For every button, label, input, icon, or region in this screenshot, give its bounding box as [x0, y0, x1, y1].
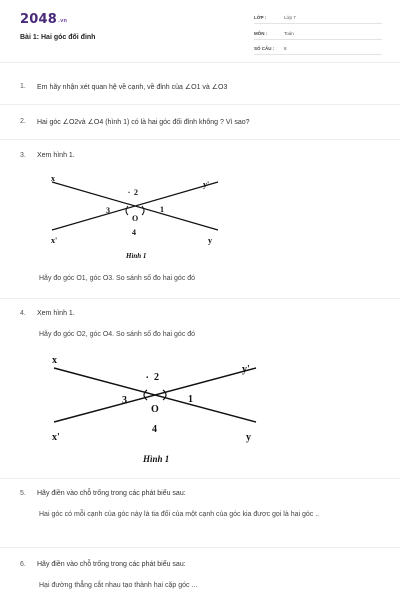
- label-angle-3: 3: [106, 206, 110, 215]
- label-x: x: [51, 174, 55, 183]
- dot-marker: .: [146, 370, 149, 381]
- label-angle-1: 1: [160, 205, 164, 214]
- divider: [0, 104, 400, 105]
- question-text: Em hãy nhận xét quan hệ về cạnh, về đỉnh của ∠O1 và ∠O3: [37, 84, 228, 91]
- question-text: Xem hình 1.: [37, 152, 75, 159]
- question-5-statement: Hai góc có mỗi cạnh của góc này là tia đối của một cạnh của góc kia được gọi là hai góc ..: [39, 511, 320, 518]
- label-origin: O: [151, 404, 159, 415]
- question-number: 4.: [20, 310, 26, 317]
- figure-1-small: [46, 170, 226, 268]
- label-y-prime: y': [242, 364, 250, 375]
- question-text: Hai góc ∠O2và ∠O4 (hình 1) có là hai góc đối đỉnh không ? Vì sao?: [37, 119, 250, 126]
- meta-value: Lớp 7: [284, 15, 296, 20]
- label-x-prime: x': [52, 432, 60, 443]
- meta-label: LỚP :: [254, 15, 267, 20]
- meta-label: SỐ CÂU :: [254, 46, 275, 51]
- question-number: 3.: [20, 152, 26, 159]
- label-y: y: [208, 236, 212, 245]
- label-x-prime: x': [51, 236, 58, 245]
- question-number: 2.: [20, 118, 26, 125]
- label-angle-4: 4: [152, 424, 157, 435]
- question-text: Xem hình 1.: [37, 310, 75, 317]
- label-y: y: [246, 432, 251, 443]
- question-6-statement: Hại đường thẳng cắt nhau tạo thành hai cặp góc ...: [39, 582, 198, 589]
- question-3-instruction: Hãy đo góc O1, góc O3. So sánh số đo hai góc đó: [39, 275, 196, 282]
- question-text: Hãy điền vào chỗ trống trong các phát biểu sau:: [37, 490, 186, 497]
- angle-arc-right: [142, 206, 144, 215]
- divider: [0, 547, 400, 548]
- question-4-instruction: Hãy đo góc O2, góc O4. So sánh số đo hai góc đó: [39, 331, 196, 338]
- label-angle-4: 4: [132, 228, 136, 237]
- brand-name: 2048: [20, 12, 57, 27]
- meta-subject: [254, 28, 382, 40]
- meta-class: [254, 12, 382, 24]
- intersecting-lines-diagram: [46, 170, 226, 268]
- brand-logo[interactable]: [20, 12, 67, 27]
- label-angle-2: 2: [134, 188, 138, 197]
- divider: [0, 298, 400, 299]
- question-number: 6.: [20, 561, 26, 568]
- lesson-title: Bài 1: Hai góc đối đỉnh: [20, 34, 96, 41]
- label-angle-2: 2: [154, 372, 159, 383]
- label-origin: O: [132, 214, 139, 223]
- figure-caption: Hình 1: [143, 454, 170, 464]
- dot-marker: .: [128, 186, 130, 195]
- meta-label: MÔN :: [254, 31, 268, 36]
- figure-caption: Hình 1: [126, 252, 147, 260]
- label-x: x: [52, 355, 57, 366]
- intersecting-lines-diagram: [46, 350, 266, 468]
- divider: [0, 478, 400, 479]
- angle-arc-left: [126, 206, 128, 215]
- question-number: 5.: [20, 490, 26, 497]
- label-angle-1: 1: [188, 394, 193, 405]
- question-number: 1.: [20, 83, 26, 90]
- meta-value: Toán: [284, 31, 294, 36]
- header-divider: [0, 62, 400, 63]
- brand-domain: .vn: [57, 18, 68, 24]
- meta-value: 8: [284, 46, 287, 51]
- label-y-prime: y': [203, 180, 210, 189]
- figure-1-large: [46, 350, 266, 468]
- divider: [0, 139, 400, 140]
- meta-question-count: [254, 43, 382, 55]
- question-text: Hãy điền vào chỗ trống trong các phát biểu sau:: [37, 561, 186, 568]
- label-angle-3: 3: [122, 395, 127, 406]
